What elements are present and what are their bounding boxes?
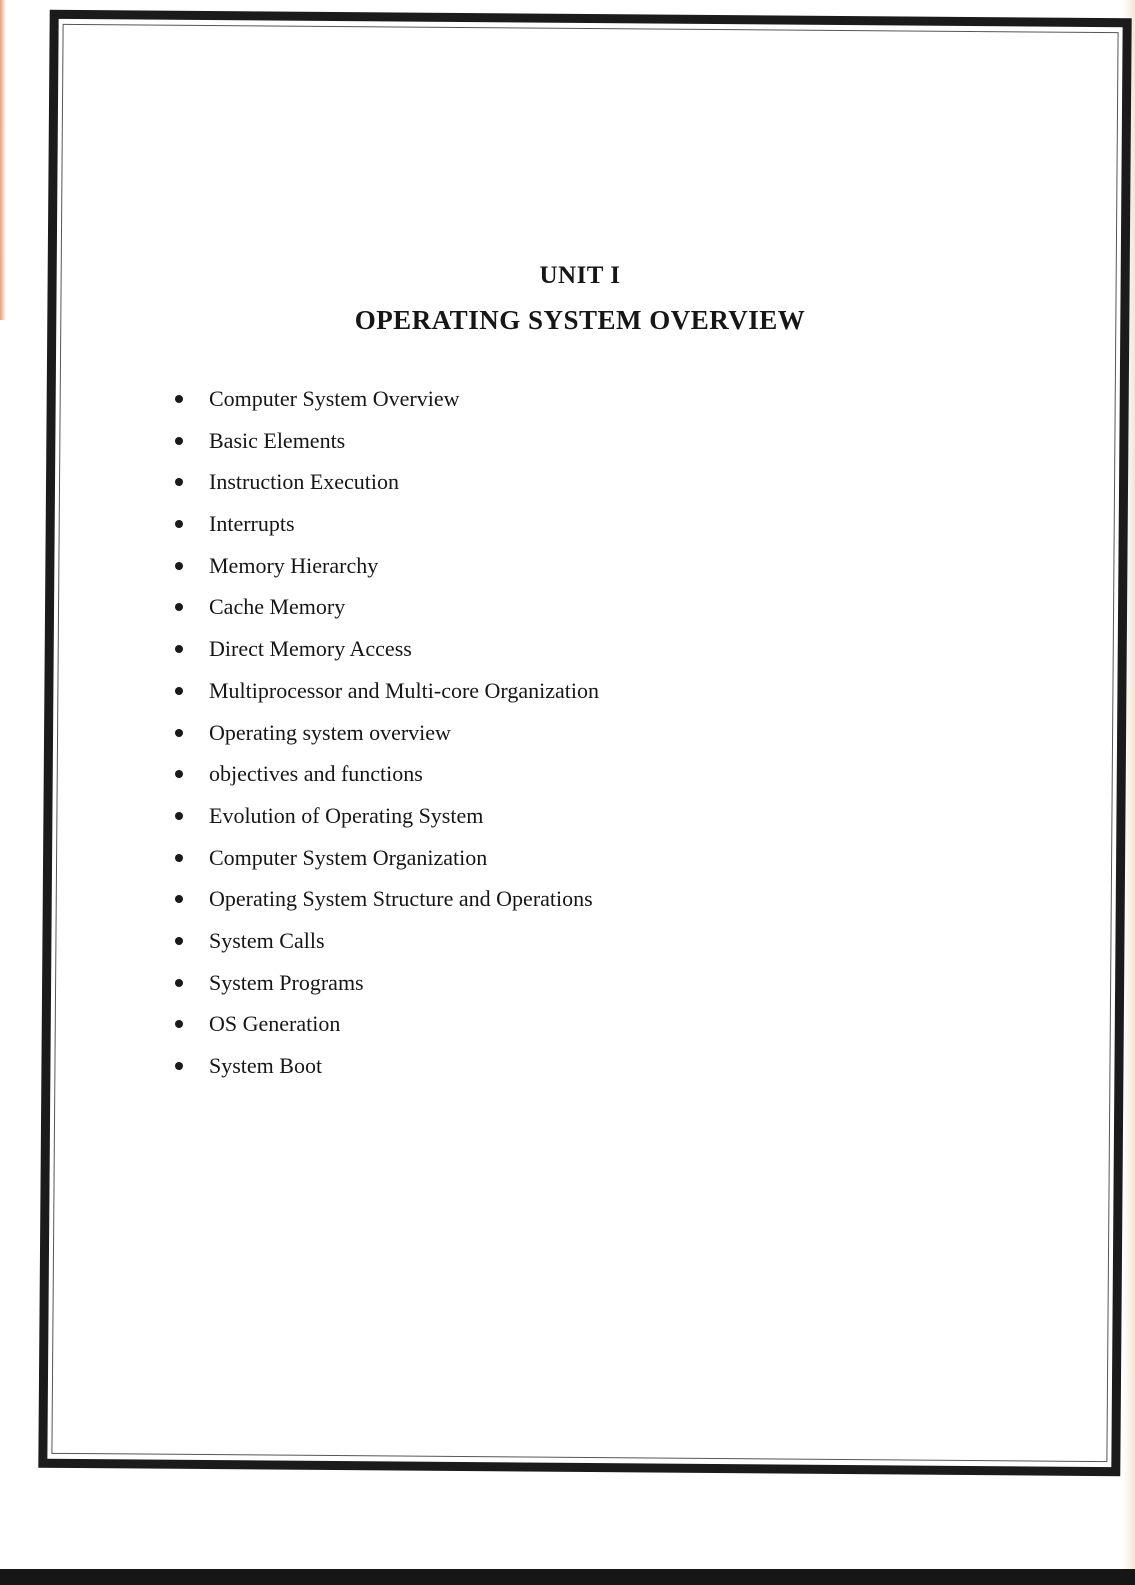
- topic-item: [172, 465, 599, 507]
- topic-label: Cache Memory: [209, 594, 346, 620]
- topic-label: Memory Hierarchy: [209, 552, 379, 578]
- bullet-icon: [175, 812, 183, 820]
- topic-item: [172, 382, 599, 424]
- topic-label: Multiprocessor and Multi-core Organization: [209, 677, 599, 703]
- topic-label: Basic Elements: [209, 427, 346, 453]
- scan-bottom-edge: [0, 1569, 1135, 1585]
- bullet-icon: [175, 937, 183, 945]
- bullet-icon: [175, 478, 183, 486]
- topic-label: Operating system overview: [209, 719, 451, 745]
- bullet-icon: [175, 895, 183, 903]
- bullet-icon: [175, 562, 183, 570]
- topic-item: [172, 841, 599, 883]
- topic-item: [172, 757, 599, 799]
- topic-item: [172, 549, 599, 591]
- topic-label: Evolution of Operating System: [209, 802, 484, 828]
- bullet-icon: [175, 854, 183, 862]
- topic-label: System Programs: [209, 969, 364, 995]
- bullet-icon: [175, 1020, 183, 1028]
- bullet-icon: [175, 687, 183, 695]
- bullet-icon: [175, 395, 183, 403]
- bullet-icon: [175, 603, 183, 611]
- topic-label: Instruction Execution: [209, 469, 400, 495]
- topic-item: [172, 882, 599, 924]
- page-title: OPERATING SYSTEM OVERVIEW: [354, 305, 806, 335]
- bullet-icon: [175, 645, 183, 653]
- bullet-icon: [175, 979, 183, 987]
- topic-label: Direct Memory Access: [209, 636, 412, 662]
- topic-label: Interrupts: [209, 511, 295, 537]
- topic-item: [172, 632, 599, 674]
- topic-item: [172, 590, 599, 632]
- topic-label: Computer System Overview: [209, 386, 460, 411]
- unit-title: UNIT I: [539, 262, 621, 289]
- topic-label: System Calls: [209, 927, 325, 953]
- bullet-icon: [175, 520, 183, 528]
- bullet-icon: [175, 1062, 183, 1070]
- topic-item: [172, 1049, 599, 1091]
- topic-list: [172, 382, 599, 1091]
- topic-item: [172, 507, 599, 549]
- topic-item: [172, 1007, 599, 1049]
- bullet-icon: [175, 437, 183, 445]
- topic-item: [172, 924, 599, 966]
- topic-item: [172, 424, 599, 466]
- topic-label: objectives and functions: [209, 761, 423, 787]
- topic-label: OS Generation: [209, 1011, 341, 1037]
- topic-item: [172, 716, 599, 758]
- bullet-icon: [175, 729, 183, 737]
- topic-item: [172, 799, 599, 841]
- bullet-icon: [175, 770, 183, 778]
- topic-label: System Boot: [209, 1053, 323, 1078]
- topic-item: [172, 966, 599, 1008]
- topic-label: Operating System Structure and Operations: [209, 886, 593, 912]
- topic-item: [172, 674, 599, 716]
- topic-label: Computer System Organization: [209, 844, 488, 870]
